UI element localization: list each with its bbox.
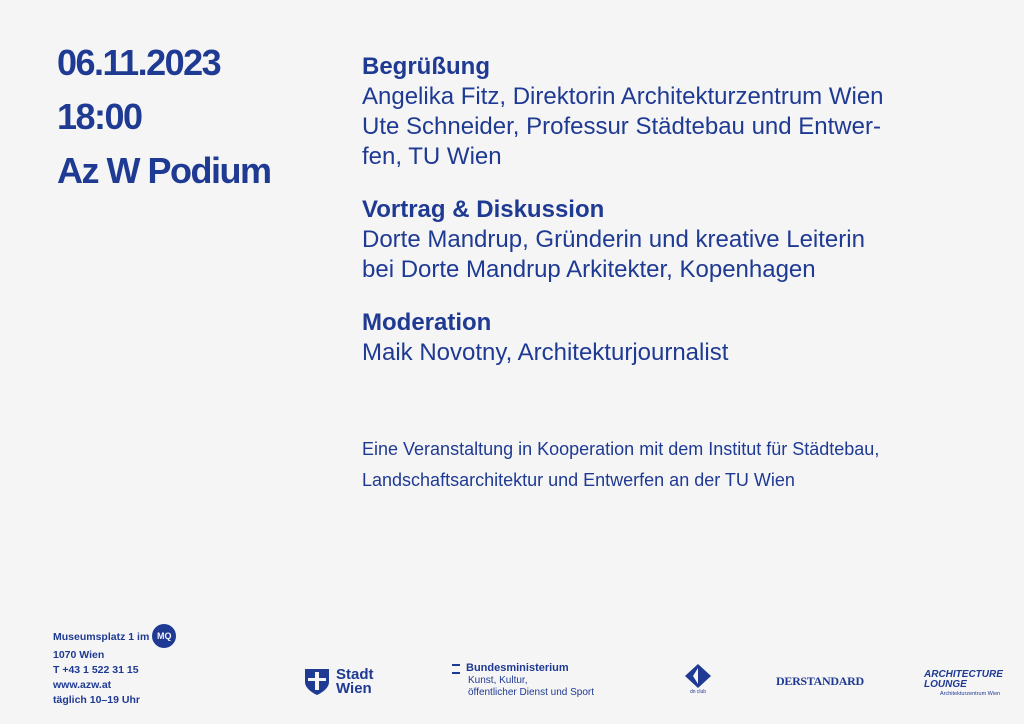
section-line: Dorte Mandrup, Gründerin und kreative Leiterin [362,226,865,253]
stadt-wien-line: Wien [336,680,372,697]
dn-club-icon [685,664,711,688]
event-date: 06.11.2023 [57,42,221,83]
der-standard-logo: DERSTANDARD [776,674,864,688]
mq-logo-icon: MQ [152,624,176,648]
section-line: Maik Novotny, Architekturjournalist [362,339,729,366]
bmk-title-line [452,662,594,675]
address-street-line [53,626,176,648]
austria-flag-icon [452,664,460,674]
bmk-line: Kunst, Kultur, [468,675,528,686]
lounge-title: ARCHITECTURE [924,669,1003,680]
bmkoes-logo [452,662,594,699]
section-title: Begrüßung [362,53,490,80]
section-line: bei Dorte Mandrup Arkitekter, Kopenhagen [362,256,816,283]
dn-club-label: dn club [689,689,707,695]
address-phone: T +43 1 522 31 15 [53,664,139,676]
vienna-shield-icon [304,668,330,696]
section-title: Moderation [362,309,492,336]
stadt-wien-line: Stadt [336,666,374,683]
section-line: Angelika Fitz, Direktorin Architekturzentrum Wien [362,83,884,110]
cooperation-line: Landschaftsarchitektur und Entwerfen an der TU Wien [362,470,795,490]
dn-club-logo [685,664,711,695]
section-line: fen, TU Wien [362,143,502,170]
lounge-title: LOUNGE [924,679,967,690]
bmk-line: öffentlicher Dienst und Sport [468,687,595,698]
cooperation-note [362,434,1002,496]
address-web: www.azw.at [53,679,112,691]
section-welcome [362,52,1002,172]
address-city: 1070 Wien [53,649,105,661]
lounge-subtitle: Architekturzentrum Wien [940,691,1001,697]
event-header [57,36,270,198]
bmk-title: Bundesministerium [466,662,569,674]
program [362,52,1002,391]
section-title: Vortrag & Diskussion [362,196,605,223]
stadt-wien-logo [304,668,374,696]
architecture-lounge-logo [924,670,1003,697]
section-moderation [362,308,1002,368]
address-hours: täglich 10–19 Uhr [53,694,140,706]
section-line: Ute Schneider, Professur Städtebau und Entwer- [362,113,881,140]
sponsor-logos [0,660,1024,710]
section-talk [362,195,1002,285]
event-time: 18:00 [57,96,142,137]
event-venue: Az W Podium [57,150,271,191]
address-street: Museumsplatz 1 im [53,630,150,643]
stadt-wien-text [336,668,374,696]
cooperation-line: Eine Veranstaltung in Kooperation mit dem Institut für Städtebau, [362,439,880,459]
